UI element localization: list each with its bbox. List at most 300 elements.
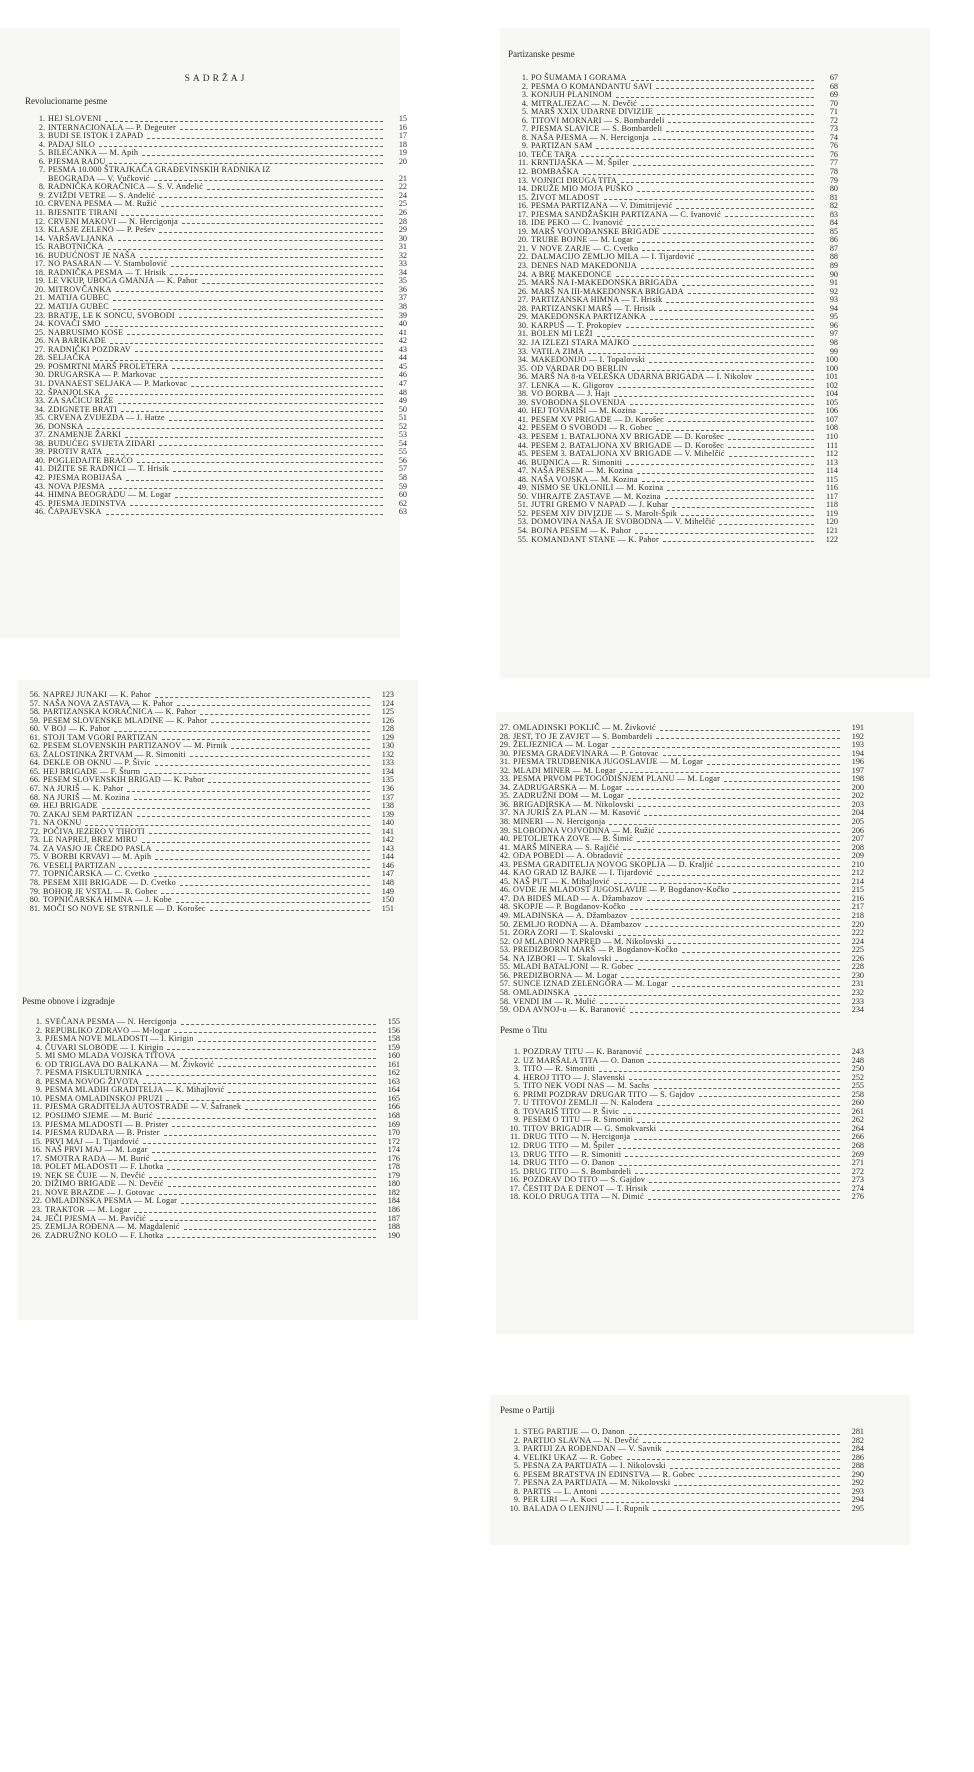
entry-page: 134 xyxy=(381,766,394,776)
entry-number: 8. xyxy=(513,1106,520,1116)
entry-page: 21 xyxy=(398,173,407,183)
entry-title: NO PASARAN — V. Stambolović xyxy=(48,259,168,269)
entry-number: 45. xyxy=(499,876,510,886)
entry-title: NAŠA PESEM — M. Kozina xyxy=(531,466,633,476)
entry-page: 60 xyxy=(398,490,407,500)
entry-number: 4. xyxy=(513,1452,520,1462)
entry-title: PARTIJO SLAVNA — N. Devčić xyxy=(523,1435,639,1445)
entry-title: DRUG TITO — N. Hercigonja xyxy=(523,1132,631,1142)
entry-title: NA JURIŠ — K. Pahor xyxy=(43,784,124,794)
entry-page: 286 xyxy=(851,1452,864,1462)
entry-title: KOMANDANT STANE — K. Pahor xyxy=(531,534,659,544)
entry-number: 58. xyxy=(29,707,40,717)
entry-page: 36 xyxy=(398,284,407,294)
entry-number: 52. xyxy=(517,508,528,518)
entry-number: 60. xyxy=(29,724,40,734)
entry-number: 6. xyxy=(513,1469,520,1479)
entry-title: NAŠ PUT — K. Mihajlović xyxy=(513,876,610,886)
entry-number: 57. xyxy=(499,979,510,989)
toc-revolucionarne xyxy=(25,74,407,517)
entry-number: 17. xyxy=(31,1153,42,1163)
leader-dashes xyxy=(620,772,840,773)
entry-title: TEČE TARA xyxy=(531,149,577,159)
entry-number: 1. xyxy=(521,73,528,82)
entry-number: 26. xyxy=(34,336,45,346)
leader-dashes xyxy=(676,208,814,209)
leader-dashes xyxy=(134,1212,376,1213)
leader-dashes xyxy=(588,353,814,354)
entry-title: PESNA ZA PARTIJATA — M. Nikolovski xyxy=(523,1478,671,1488)
leader-dashes xyxy=(660,730,840,731)
leader-dashes xyxy=(137,462,383,463)
entry-page: 260 xyxy=(851,1098,864,1108)
entry-title: MARŠ NA 8-ta VELEŠKA UDARNA BRIGADA — I. Nikolov xyxy=(531,372,753,382)
entry-page: 78 xyxy=(829,167,838,177)
entry-title: PESEM O SVOBODI — R. Gobec xyxy=(531,423,653,433)
entry-number: 10. xyxy=(509,1123,520,1133)
entry-title: ČUVARI SLOBODE — I. Kirigin xyxy=(45,1042,164,1052)
entry-title: PARTIZAN SAM xyxy=(531,141,593,151)
entry-page: 206 xyxy=(851,825,864,835)
leader-dashes xyxy=(659,310,814,311)
entry-number: 16. xyxy=(517,201,528,211)
entry-page: 48 xyxy=(398,387,407,397)
entry-title: PJESMA GRAĐEVINARA — P. Gotovac xyxy=(513,748,659,758)
entry-page: 111 xyxy=(826,440,838,450)
entry-title: DRUG TITO — R. Simoniti xyxy=(523,1149,622,1159)
entry-title: POGLEDAJTE BRAĆO xyxy=(48,455,133,465)
entry-number: 28. xyxy=(34,353,45,363)
leader-dashes xyxy=(646,1054,840,1055)
entry-title: SVEČANA PESMA — N. Hercigonja xyxy=(45,1017,177,1026)
leader-dashes xyxy=(627,225,814,226)
entry-title: VELIKI UKAZ — R. Gobec xyxy=(523,1452,623,1462)
entry-title: ODA POBEDI — A. Obradović xyxy=(513,851,624,861)
entry-title: STEG PARTIJE — O. Danon xyxy=(523,1427,625,1436)
entry-page: 49 xyxy=(398,396,407,406)
entry-page: 56 xyxy=(398,455,407,465)
leader-dashes xyxy=(150,1220,376,1221)
entry-page: 159 xyxy=(387,1042,400,1052)
entry-number: 77. xyxy=(29,869,40,879)
entry-number: 2. xyxy=(35,1025,42,1035)
leader-dashes xyxy=(630,1012,840,1013)
entry-title: OMLADINSKA PESMA — M. Logar xyxy=(45,1196,178,1206)
toc-partiji xyxy=(500,1405,864,1513)
entry-page: 52 xyxy=(398,421,407,431)
entry-number: 50. xyxy=(517,491,528,501)
leader-dashes xyxy=(623,1113,840,1114)
leader-dashes xyxy=(658,832,840,833)
leader-dashes xyxy=(642,481,814,482)
entry-page: 192 xyxy=(851,731,864,741)
entry-page: 50 xyxy=(398,404,407,414)
entry-page: 16 xyxy=(398,122,407,132)
toc-entry xyxy=(20,905,394,914)
toc-entry xyxy=(508,536,838,545)
entry-page: 172 xyxy=(387,1136,400,1146)
entry-title: VIHRAJTE ZASTAVE — M. Kozina xyxy=(531,491,661,501)
entry-page: 209 xyxy=(851,851,864,861)
entry-page: 170 xyxy=(387,1128,400,1138)
entry-number: 20. xyxy=(31,1179,42,1189)
entry-title: NA BARIKADE xyxy=(48,336,106,346)
entry-page: 129 xyxy=(381,732,394,742)
entry-title: PESEM XIII BRIGADE — D. Cvetko xyxy=(43,878,176,888)
entry-page: 274 xyxy=(851,1183,864,1193)
entry-number: 62. xyxy=(29,741,40,751)
section-title: Pesme o Titu xyxy=(500,1025,548,1035)
entry-number: 35. xyxy=(517,363,528,373)
entry-number: 13. xyxy=(517,175,528,185)
entry-title: CRVENI MAKOVI — N. Hercigonja xyxy=(48,216,178,226)
entry-title: DONSKA xyxy=(48,421,84,431)
leader-dashes xyxy=(106,454,383,455)
entry-number: 21. xyxy=(31,1187,42,1197)
leader-dashes xyxy=(656,738,840,739)
entry-title: BOMBAŠKA xyxy=(531,167,580,177)
entry-number: 29. xyxy=(499,740,510,750)
entry-number: 1. xyxy=(38,114,45,123)
leader-dashes xyxy=(663,755,840,756)
entry-number: 68. xyxy=(29,792,40,802)
entry-number: 56. xyxy=(499,970,510,980)
leader-dashes xyxy=(198,1041,376,1042)
entry-number: 48. xyxy=(517,474,528,484)
leader-dashes xyxy=(654,1088,840,1089)
leader-dashes xyxy=(173,471,383,472)
entry-page: 77 xyxy=(829,158,838,168)
leader-dashes xyxy=(630,909,840,910)
entry-title: BOJNA PESEM — K. Pahor xyxy=(531,525,632,535)
entry-page: 29 xyxy=(398,225,407,235)
entry-title: RADNIČKA PESMA — T. Hrisik xyxy=(48,267,166,277)
leader-dashes xyxy=(668,122,814,123)
leader-dashes xyxy=(667,490,814,491)
leader-dashes xyxy=(619,1165,840,1166)
entry-page: 30 xyxy=(398,233,407,243)
entry-number: 34. xyxy=(517,355,528,365)
leader-dashes xyxy=(627,1459,840,1460)
leader-dashes xyxy=(729,456,814,457)
entry-page: 191 xyxy=(851,723,864,732)
leader-dashes xyxy=(87,428,383,429)
entry-number: 49. xyxy=(499,911,510,921)
leader-dashes xyxy=(102,808,370,809)
leader-dashes xyxy=(179,317,383,318)
leader-dashes xyxy=(154,876,370,877)
entry-page: 20 xyxy=(398,156,407,166)
entry-number: 25. xyxy=(31,1222,42,1232)
leader-dashes xyxy=(245,1109,376,1110)
entry-title: NOVA PJESMA xyxy=(48,481,105,491)
entry-number: 23. xyxy=(31,1205,42,1215)
entry-page: 35 xyxy=(398,276,407,286)
entry-page: 168 xyxy=(387,1111,400,1121)
entry-number: 42. xyxy=(34,472,45,482)
leader-dashes xyxy=(581,156,814,157)
leader-dashes xyxy=(210,910,370,911)
entry-number: 15. xyxy=(31,1136,42,1146)
leader-dashes xyxy=(623,849,840,850)
entry-title: PESEM XV PRIGADE — D. Korošec xyxy=(531,414,665,424)
entry-title: MATIJA GUBEC xyxy=(48,302,109,312)
entry-number: 19. xyxy=(517,226,528,236)
leader-dashes xyxy=(626,464,814,465)
leader-dashes xyxy=(211,722,370,723)
entry-page: 250 xyxy=(851,1064,864,1074)
entry-title: KRNTIJAŠKA — M. Špiler xyxy=(531,158,629,168)
entry-page: 248 xyxy=(851,1055,864,1065)
entry-number: 10. xyxy=(34,199,45,209)
entry-title: NAŠA PJESMA — N. Hercigonja xyxy=(531,132,649,142)
entry-page: 117 xyxy=(826,491,838,501)
leader-dashes xyxy=(599,1071,840,1072)
entry-title: RADNIČKI POZDRAV xyxy=(48,344,131,354)
entry-page: 214 xyxy=(851,876,864,886)
entry-number: 22. xyxy=(517,252,528,262)
toc-entry xyxy=(22,1232,400,1241)
entry-page: 32 xyxy=(398,250,407,260)
entry-number: 30. xyxy=(499,748,510,758)
entry-number: 10. xyxy=(517,149,528,159)
entry-number: 28. xyxy=(499,731,510,741)
leader-dashes xyxy=(135,351,383,352)
leader-dashes xyxy=(668,421,814,422)
leader-dashes xyxy=(140,257,383,258)
entry-number: 54. xyxy=(517,525,528,535)
entry-number: 32. xyxy=(517,337,528,347)
entry-number: 45. xyxy=(34,498,45,508)
leader-dashes xyxy=(633,165,814,166)
leader-dashes xyxy=(698,259,814,260)
entry-title: MI SMO MLADA VOJSKA TITOVA xyxy=(45,1051,176,1061)
entry-title: PJESMA MLADOSTI — B. Prister xyxy=(45,1119,169,1129)
entry-page: 147 xyxy=(381,869,394,879)
entry-title: VARŠAVLJANKA xyxy=(48,233,114,243)
entry-page: 137 xyxy=(381,792,394,802)
entry-page: 57 xyxy=(398,464,407,474)
entry-title: PREDIZBORNA — M. Logar xyxy=(513,970,618,980)
leader-dashes xyxy=(105,394,383,395)
entry-number: 24. xyxy=(31,1213,42,1223)
entry-page: 188 xyxy=(387,1222,400,1232)
entry-number: 71. xyxy=(29,818,40,828)
entry-page: 231 xyxy=(851,979,864,989)
leader-dashes xyxy=(154,1160,376,1161)
entry-page: 92 xyxy=(829,286,838,296)
entry-page: 210 xyxy=(851,859,864,869)
entry-number: 18. xyxy=(34,267,45,277)
entry-number: 63. xyxy=(29,749,40,759)
leader-dashes xyxy=(159,445,383,446)
entry-number: 12. xyxy=(509,1141,520,1151)
leader-dashes xyxy=(604,199,814,200)
entry-page: 55 xyxy=(398,447,407,457)
entry-number: 4. xyxy=(38,139,45,149)
entry-page: 151 xyxy=(381,903,394,913)
leader-dashes xyxy=(162,739,370,740)
entry-page: 113 xyxy=(826,457,838,467)
entry-number: 61. xyxy=(29,732,40,742)
entry-page: 282 xyxy=(851,1435,864,1445)
entry-number: 81. xyxy=(29,903,40,913)
entry-page: 193 xyxy=(851,740,864,750)
leader-dashes xyxy=(207,189,383,190)
leader-dashes xyxy=(637,473,814,474)
entry-title: TRUBE BOJNE — M. Logar xyxy=(531,235,633,245)
entry-title: PO ŠUMAMA I GORAMA xyxy=(531,73,627,82)
leader-dashes xyxy=(717,866,840,867)
entry-page: 146 xyxy=(381,860,394,870)
leader-dashes xyxy=(108,249,383,250)
entry-page: 198 xyxy=(851,774,864,784)
entry-number: 55. xyxy=(517,534,528,544)
entry-title: PETOLJETKA ZOVE — B. Šimić xyxy=(513,834,633,844)
entry-title: OD VARDAR DO BERLIN xyxy=(531,363,628,373)
entry-number: 21. xyxy=(34,293,45,303)
entry-title: ZADRUGARSKA — M. Logar xyxy=(513,782,623,792)
leader-dashes xyxy=(144,773,370,774)
entry-title: NA IZBORI — T. Skalovski xyxy=(513,953,612,963)
entry-number: 20. xyxy=(517,235,528,245)
entry-number: 47. xyxy=(517,466,528,476)
leader-dashes xyxy=(626,327,814,328)
entry-number: 31. xyxy=(34,378,45,388)
leader-dashes xyxy=(626,789,840,790)
entry-title: HEJ BRIGADE — F. Šturm xyxy=(43,766,141,776)
entry-title: MARŠ NA III-MAKEDONSKA BRIGADA xyxy=(531,286,684,296)
entry-page: 150 xyxy=(381,895,394,905)
entry-number: 49. xyxy=(517,483,528,493)
entry-page: 17 xyxy=(398,131,407,141)
leader-dashes xyxy=(699,1476,840,1477)
entry-number: 36. xyxy=(499,799,510,809)
leader-dashes xyxy=(649,362,814,363)
entry-page: 204 xyxy=(851,808,864,818)
entry-title: POZDRAV DO TITO — S. Gajdov xyxy=(523,1175,646,1185)
entry-page: 41 xyxy=(398,327,407,337)
entry-title: PRVI MAJ — I. Tijardović xyxy=(45,1136,139,1146)
entry-page: 132 xyxy=(381,749,394,759)
leader-dashes xyxy=(113,300,383,301)
entry-title: ZA SAČICU RIŽE xyxy=(48,396,114,406)
leader-dashes xyxy=(728,439,814,440)
leader-dashes xyxy=(176,902,370,903)
entry-page: 268 xyxy=(851,1141,864,1151)
entry-page: 18 xyxy=(398,139,407,149)
entry-number: 16. xyxy=(31,1145,42,1155)
entry-page: 63 xyxy=(398,507,407,517)
entry-title: LENKA — K. Gligorov xyxy=(531,380,614,390)
leader-dashes xyxy=(218,1066,376,1067)
entry-title: BALADA O LENJINU — I. Rupnik xyxy=(523,1503,650,1513)
entry-number: 7. xyxy=(35,1068,42,1078)
entry-page: 276 xyxy=(851,1192,864,1202)
entry-page: 100 xyxy=(825,355,838,365)
entry-page: 252 xyxy=(851,1072,864,1082)
leader-dashes xyxy=(653,1510,840,1511)
entry-number: 6. xyxy=(38,156,45,166)
entry-number: 13. xyxy=(31,1119,42,1129)
leader-dashes xyxy=(600,1003,840,1004)
leader-dashes xyxy=(114,731,370,732)
entry-title: LE VKUP, UBOGA GMANJA — K. Pahor xyxy=(48,276,198,286)
entry-number: 26. xyxy=(517,286,528,296)
entry-page: 101 xyxy=(825,372,838,382)
entry-number: 44. xyxy=(517,440,528,450)
entry-number: 31. xyxy=(499,757,510,767)
leader-dashes xyxy=(113,309,383,310)
entry-title: PESMA FISKULTURNIKA xyxy=(45,1068,143,1078)
entry-title: UZ MARŠALA TITA — O. Danon xyxy=(523,1055,645,1065)
entry-title: SKOPJE — P. Bogdanov-Kočko xyxy=(513,902,626,912)
entry-page: 190 xyxy=(387,1230,400,1240)
leader-dashes xyxy=(666,131,814,132)
entry-title: INTERNACIONALA — P. Degeuter xyxy=(48,122,176,132)
entry-page: 234 xyxy=(851,1005,864,1015)
entry-title: RABOTNIČKA xyxy=(48,242,104,252)
leader-dashes xyxy=(632,370,814,371)
entry-page: 284 xyxy=(851,1444,864,1454)
entry-title: NA JURIŠ — M. Kozina xyxy=(43,792,130,802)
entry-title: DRUŽE MIO MOJA PUŠKO xyxy=(531,184,634,194)
leader-dashes xyxy=(200,714,370,715)
leader-dashes xyxy=(161,206,383,207)
entry-page: 19 xyxy=(398,148,407,158)
entry-number: 39. xyxy=(517,397,528,407)
entry-page: 99 xyxy=(829,346,838,356)
leader-dashes xyxy=(668,943,840,944)
entry-title: PESEM O TITU — R. Simoniti xyxy=(523,1115,634,1125)
leader-dashes xyxy=(180,885,370,886)
entry-page: 258 xyxy=(851,1089,864,1099)
leader-dashes xyxy=(127,791,370,792)
entry-page: 123 xyxy=(381,690,394,699)
entry-number: 27. xyxy=(499,723,510,732)
leader-dashes xyxy=(172,1126,376,1127)
toc-titu xyxy=(500,1025,864,1202)
entry-title: NEK SE ČUJE — N. Devčić xyxy=(45,1170,146,1180)
entry-title: VO BORBA — J. Hajt xyxy=(531,389,610,399)
entry-number: 1. xyxy=(35,1017,42,1026)
entry-title: PESEM XIV DIVIZIJE — S. Marolt-Špik xyxy=(531,508,678,518)
entry-number: 12. xyxy=(34,216,45,226)
entry-number: 39. xyxy=(499,825,510,835)
entry-page: 62 xyxy=(398,498,407,508)
entry-title: HEJ SLOVENI xyxy=(48,114,102,123)
entry-title: DOMOVINA NAŠA JE SVOBODNA — V. Mihelčić xyxy=(531,517,716,527)
entry-page: 148 xyxy=(381,878,394,888)
entry-title: HEROJ TITO — J. Slavenski xyxy=(523,1072,626,1082)
entry-title: TOVARIŠ TITO — P. Šivic xyxy=(523,1106,620,1116)
entry-title: OD TRIGLAVA DO BALKANA — M. Živković xyxy=(45,1059,214,1069)
entry-title: ZVIŽDI VETRE — S. Anđelić xyxy=(48,190,155,200)
leader-dashes xyxy=(629,1434,840,1435)
entry-page: 261 xyxy=(851,1106,864,1116)
entry-page: 84 xyxy=(829,218,838,228)
section-title: Partizanske pesme xyxy=(508,49,575,59)
leader-dashes xyxy=(635,533,814,534)
entry-number: 34. xyxy=(34,404,45,414)
leader-dashes xyxy=(160,377,383,378)
entry-number: 1. xyxy=(513,1427,520,1436)
toc-obnove xyxy=(22,996,400,1240)
leader-dashes xyxy=(116,291,383,292)
entry-page: 143 xyxy=(381,843,394,853)
entry-number: 16. xyxy=(509,1175,520,1185)
leader-dashes xyxy=(640,413,814,414)
